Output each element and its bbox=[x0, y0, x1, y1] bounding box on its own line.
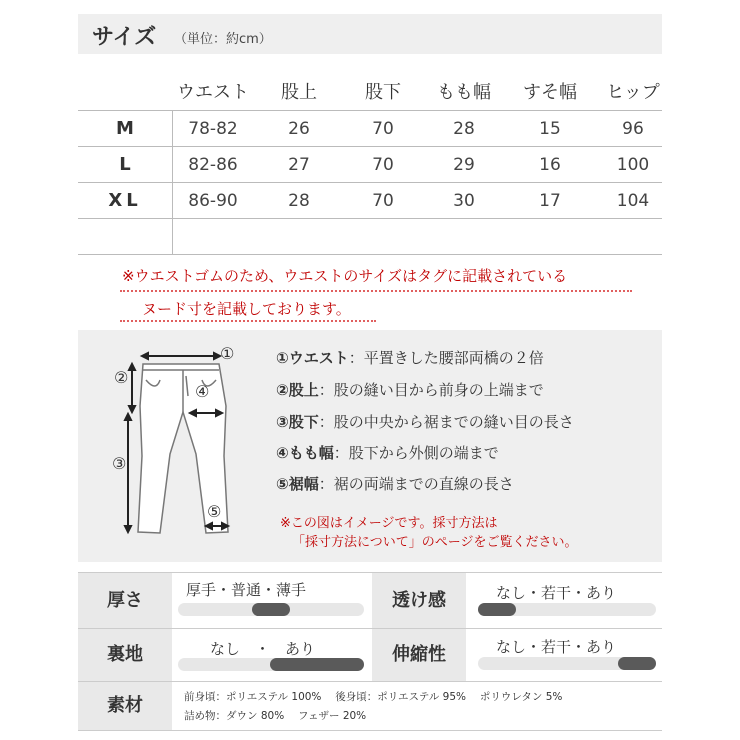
sheer-indicator bbox=[478, 603, 516, 616]
material-line-2: 詰め物：ダウン 80% フェザー 20% bbox=[184, 710, 367, 722]
prop-options-sheer: なし・若干・あり bbox=[496, 584, 617, 602]
prop-label-lining: 裏地 bbox=[78, 629, 172, 681]
measure-item-inseam bbox=[276, 411, 574, 432]
table-cell: 28 bbox=[288, 191, 310, 211]
measure-item-hem bbox=[276, 473, 514, 494]
prop-label-material: 素材 bbox=[78, 682, 172, 730]
marker-4: ④ bbox=[195, 382, 210, 401]
measure-item-waist bbox=[276, 347, 544, 368]
table-cell: 26 bbox=[288, 119, 310, 139]
prop-options-stretch: なし・若干・あり bbox=[496, 638, 617, 656]
col-header-inseam: 股下 bbox=[365, 82, 401, 103]
section-title: サイズ bbox=[92, 25, 157, 50]
notice-line-1: ※ウエストゴムのため、ウエストのサイズはタグに記載されている bbox=[122, 267, 568, 285]
measure-desc: ：裾の両端までの直線の長さ bbox=[318, 475, 514, 493]
measure-name: ⑤ bbox=[276, 475, 289, 493]
section-header bbox=[78, 14, 662, 54]
measure-name: もも幅 bbox=[288, 444, 334, 462]
col-header-hem: すそ幅 bbox=[523, 82, 577, 103]
col-header-hip: ヒップ bbox=[606, 82, 660, 103]
measure-name: ③ bbox=[276, 413, 289, 431]
measure-item-thigh bbox=[276, 442, 499, 463]
table-divider bbox=[78, 110, 662, 111]
table-divider bbox=[78, 218, 662, 219]
table-cell: 100 bbox=[616, 155, 650, 175]
prop-label-stretch: 伸縮性 bbox=[372, 629, 466, 681]
thickness-indicator bbox=[252, 603, 290, 616]
measure-name: ② bbox=[276, 381, 289, 399]
measure-item-rise bbox=[276, 379, 544, 400]
measure-desc: ：股の縫い目から前身の上端まで bbox=[318, 381, 544, 399]
diagram-note-2: 「採寸方法について」のページをご覧ください。 bbox=[292, 535, 578, 550]
table-cell: 104 bbox=[616, 191, 650, 211]
table-cell: 78-82 bbox=[188, 119, 238, 139]
diagram-note-1: ※この図はイメージです。採寸方法は bbox=[280, 516, 498, 531]
marker-3: ③ bbox=[112, 454, 127, 473]
measure-name: ① bbox=[276, 349, 289, 367]
notice-underline bbox=[120, 290, 632, 292]
table-divider bbox=[78, 182, 662, 183]
prop-label-sheer: 透け感 bbox=[372, 573, 466, 628]
table-cell: 17 bbox=[539, 191, 561, 211]
lining-indicator bbox=[270, 658, 364, 671]
measure-name: 股下 bbox=[288, 413, 319, 431]
unit-label: （単位：約cm） bbox=[174, 32, 272, 47]
marker-1: ① bbox=[220, 344, 235, 363]
measure-desc: ：股下から外側の端まで bbox=[333, 444, 499, 462]
material-line-1: 前身頃：ポリエステル 100% 後身頃：ポリエステル 95% ポリウレタン 5% bbox=[184, 691, 563, 703]
prop-options-lining: なし ・ あり bbox=[210, 640, 316, 658]
table-cell: 29 bbox=[453, 155, 475, 175]
row-label-m: M bbox=[116, 118, 134, 139]
table-cell: 28 bbox=[453, 119, 475, 139]
prop-options-thickness: 厚手・普通・薄手 bbox=[186, 581, 307, 599]
table-cell: 15 bbox=[539, 119, 561, 139]
measure-desc: ：平置きした腰部両橋の２倍 bbox=[348, 349, 544, 367]
prop-label-thickness: 厚さ bbox=[78, 573, 172, 628]
measure-name: ④ bbox=[276, 444, 289, 462]
table-cell: 70 bbox=[372, 191, 394, 211]
measure-name: ウエスト bbox=[288, 349, 349, 367]
table-cell: 16 bbox=[539, 155, 561, 175]
table-cell: 86-90 bbox=[188, 191, 238, 211]
measure-name: 裾幅 bbox=[288, 475, 319, 493]
col-header-thigh: もも幅 bbox=[437, 82, 491, 103]
row-label-l: L bbox=[119, 154, 131, 175]
table-cell: 27 bbox=[288, 155, 310, 175]
col-header-waist: ウエスト bbox=[177, 82, 249, 103]
marker-2: ② bbox=[114, 368, 129, 387]
table-cell: 82-86 bbox=[188, 155, 238, 175]
notice-line-2: ヌード寸を記載しております。 bbox=[142, 300, 351, 318]
table-divider bbox=[78, 146, 662, 147]
row-label-xl: XL bbox=[108, 190, 142, 211]
marker-5: ⑤ bbox=[207, 502, 222, 521]
table-cell: 70 bbox=[372, 155, 394, 175]
table-divider bbox=[78, 730, 662, 731]
measure-name: 股上 bbox=[288, 381, 319, 399]
table-divider bbox=[78, 254, 662, 255]
table-cell: 30 bbox=[453, 191, 475, 211]
stretch-indicator bbox=[618, 657, 656, 670]
col-header-rise: 股上 bbox=[281, 82, 317, 103]
notice-underline bbox=[120, 320, 376, 322]
table-cell: 70 bbox=[372, 119, 394, 139]
table-cell: 96 bbox=[622, 119, 644, 139]
measure-desc: ：股の中央から裾までの縫い目の長さ bbox=[318, 413, 574, 431]
